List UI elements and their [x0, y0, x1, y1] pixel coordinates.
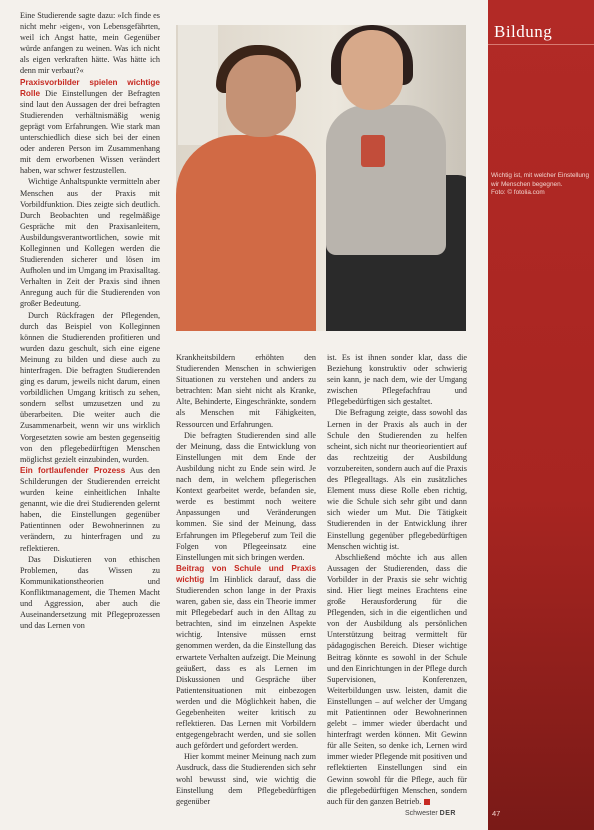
photo-cup — [361, 135, 385, 167]
article-column-1 — [20, 10, 160, 805]
magazine-brand — [405, 810, 456, 817]
paragraph: Wichtige Anhaltspunkte vermitteln aber Menschen aus der Praxis mit Vorbildfunktion. Dies zeigte sich deutlich. Durch Beobachten und regelmäßige Gespräche mit den Praxisanleitern, Ausbildungsverantwortlichen, sowie mit Kolleginnen und Kollegen werden die Studierenden sicherer und lösen im Aufholen und im Umgang im Praxisalltag. Verhalten in Zeit der Praxis sind ihnen Anregung auch für die Studierenden von großer Bedeutung. — [20, 177, 160, 309]
section-sidebar — [488, 0, 594, 830]
photo-caregiver-face — [226, 55, 296, 137]
section-divider — [488, 44, 594, 45]
end-of-article-mark — [424, 799, 430, 805]
photo-face — [341, 30, 403, 110]
section-title: Bildung — [494, 22, 553, 41]
subheading: Beitrag von Schule und Praxis wichtig — [176, 563, 316, 584]
photo-seated-woman — [326, 105, 446, 255]
article-photo — [176, 25, 466, 331]
article-column-3 — [327, 352, 467, 820]
paragraph: Die befragten Studierenden sind alle der Meinung, dass die Entwicklung von Einstellungen mit dem Ende der Ausbildung nicht zu Ende sein wird. Je nach dem, in welchem pflegerischen Kontext gearbeitet werde, befanden sie, werde es bestimmt noch weitere Anpassungen und Veränderungen kommen. Sie sind der Meinung, dass Erfahrungen im Pflegeberuf zum Teil die Folgen von Pflegeeinsatz eine Einstellungen mit sich bringen werden. — [176, 430, 316, 562]
article-column-2 — [176, 352, 316, 820]
paragraph-text: Im Hinblick darauf, dass die Studierenden schon lange in der Praxis waren, gaben sie, dass ein Theorie immer mit Pflegebedarf auch in den Alltag zu betrachten, sind im einzelnen Aspekte wichtig. Intensive müssen ernst genommen werden, da die Einstellung das erwartete Verhalten aufzeigt. Die Meinung geäußert, dass es als Lernen im Diskussionen und Gespräche über Patientensituationen mit einbezogen werden und die Möglichkeit haben, die Gegebenheiten weiter kritisch zu reflektieren. Das Lernen mit Vorbildern entgegengebracht werden, und sie sollen auch gefördert und gefordert werden. — [176, 574, 316, 751]
paragraph-text: Abschließend möchte ich aus allen Aussagen der Studierenden, dass die Vorbilder in der Praxis sie sehr wichtig sind. Hier liegt meines Erachtens eine große Herausforderung für die Pflegenden, sich in die eigentlichen und von der Ausbildung als persönlichen Unterstützung beitrag vermittelt für pädagogischen Bereich. Dieser wichtige Beitrag könnte es sowohl in der Schule und den Einrichtungen in der Pflege durch Supervisionen, Konferenzen, Weiterbildungen usw. leisten, damit die Einstellungen – auf welcher der Umgang mit Patientinnen oder Bewohnerinnen gelebt – immer wieder überdacht und hinterfragt werden können. Mit Gewinn für alle Seiten, so denke ich, Lernen wird immer wieder Pflegende mit positiven und reflektierten Einstellungen sind ein Gewinn sowohl für die Pflege, auch für die pflegebedürftigen Menschen, sondern auch für den ganzen Betrieb. — [327, 552, 467, 806]
subheading: Ein fortlaufender Prozess — [20, 465, 126, 475]
brand-name: DER — [439, 810, 456, 817]
brand-prefix: Schwester — [405, 810, 438, 817]
subheading: Praxisvorbilder spielen wichtige Rolle — [20, 77, 160, 98]
paragraph: Durch Rückfragen der Pflegenden, durch das Beispiel von Kolleginnen können die Studierenden profitieren und wurden dazu geschult, sich eine eigene Meinung zu bilden und diese auch zu hinterfragen. Die befragten Studierenden ging es darum, jeweils nicht darum, einen vorbildlichen Umgang kritisch zu sehen, sondern selbst umzusetzen und zu überarbeiten. Die weiter auch die Zusammenarbeit, wenn wir uns wirklich Vorgesetzten sowie am besten gegenseitig von den pflegebedürftigen Menschen möglichst gezielt einzubinden, wurden. — [20, 310, 160, 464]
paragraph: Die Befragung zeigte, dass sowohl das Lernen in der Praxis als auch in der Schule den Studierenden zu helfen scheint, sich nicht nur theorieorientiert auf das rechtzeitig der Ausbildung vorzubereiten, sondern auch auf die Praxis des Pflegealltags. Als ein zusätzliches Element muss diese Rolle eben richtig, wie die Schule sich sehr gibt und dann sich wieder um Mut. Die Tätigkeit Studierenden in der Entwicklung ihrer Einstellung gegenüber pflegebedürftigen Menschen wichtig ist. — [327, 408, 467, 551]
paragraph-text: Die Einstellungen der Befragten sind laut den Aussagen der drei befragten Studierenden verhältnismäßig wenig geprägt vom Erfahrungen. Wie stark man unterschiedlich diese sich bei der einen oder anderen Person im Zusammenhang mit dem erworbenen Wissen verändert haben, war schwer festzustellen. — [20, 88, 160, 176]
paragraph: Das Diskutieren von ethischen Problemen, das Wissen zu Kommunikationstheorien und Konfliktmanagement, die Themen Macht und Aggression, aber auch die Auseinandersetzung mit Pflegeprozessen und das Lernen von — [20, 554, 160, 631]
paragraph: Hier kommt meiner Meinung nach zum Ausdruck, dass die Studierenden sich sehr wohl bewusst sind, wie wichtig die Einstellung dem Pflegebedürftigen gegenüber — [176, 752, 316, 806]
photo-caregiver — [176, 135, 316, 331]
photo-caption — [491, 172, 591, 198]
paragraph — [327, 552, 467, 807]
photo-lamp — [178, 25, 218, 145]
photo-credit: Foto: © fotolia.com — [491, 189, 545, 197]
caption-text: Wichtig ist, mit welcher Einstellung wir Menschen begegnen. — [491, 172, 590, 188]
paragraph: ist. Es ist ihnen sonder klar, dass die Beziehung konstruktiv oder schwierig sein kann, je nach dem, wie der Umgang zwischen Pflegefachfrau und Pflegebedürftigen sich gestaltet. — [327, 353, 467, 407]
paragraph-text: Aus den Schilderungen der Studierenden erreicht wurden keine einheitlichen Inhalte genannt, wie die drei Studierenden gelernt haben, die Einstellungen gegenüber Patientinnen oder Bewohnerinnen zu verändern, zu hinterfragen und zu reflektieren. — [20, 465, 160, 553]
page-number: 47 — [492, 809, 501, 818]
paragraph: Krankheitsbildern erhöhten den Studierenden Menschen in schwierigen Situationen zu verstehen und anders zu betrachten: Man sieht nicht als Kranke, Alte, Behinderte, Eingeschränkte, sondern als Menschen mit Fähigkeiten, Ressourcen und Erfahrungen. — [176, 353, 316, 429]
paragraph: Eine Studierende sagte dazu: »Ich finde es nicht mehr ›eigen‹, von Lebensgefährten, weil ich Angst hatte, mein Gegenüber würde anfangen zu weinen. Was ich nicht als eigen verkraften hätte. Was hätte ich denn mir verbaut?« — [20, 11, 160, 76]
